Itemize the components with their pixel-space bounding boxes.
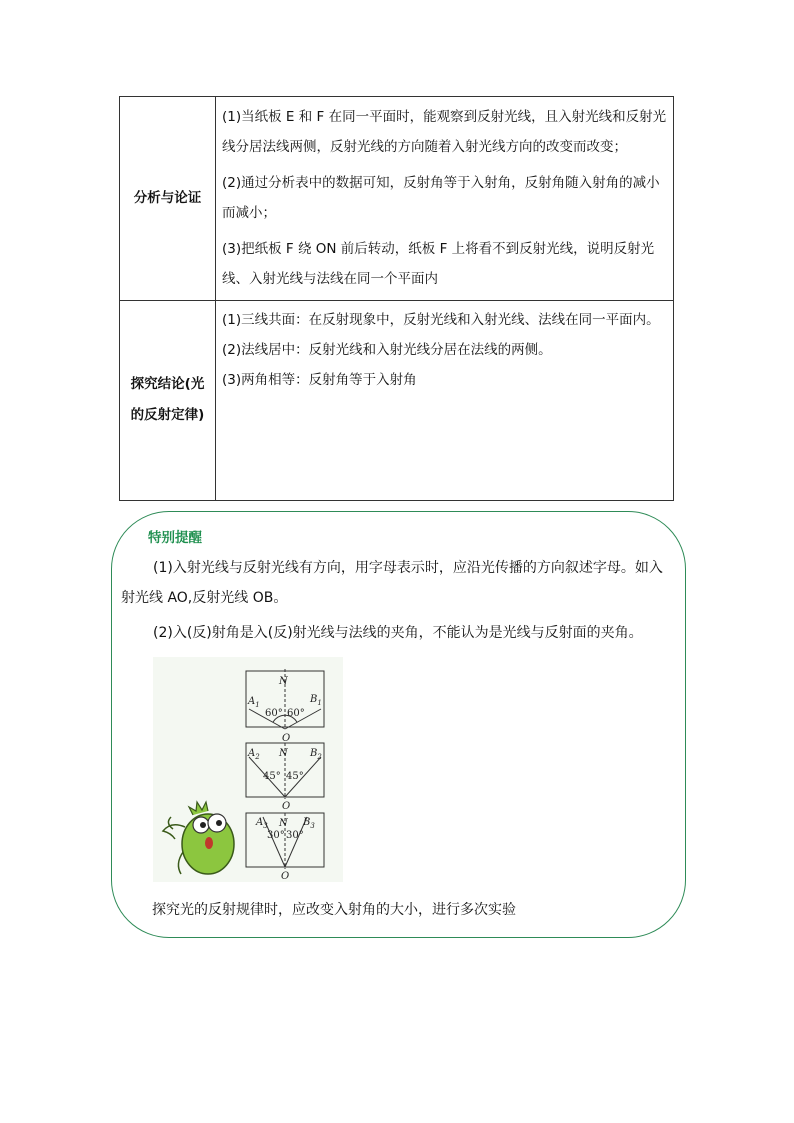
svg-text:O: O bbox=[282, 733, 291, 744]
table-row bbox=[120, 300, 674, 501]
note-paragraph: (2)入(反)射角是入(反)射光线与法线的夹角，不能认为是光线与反射面的夹角。 bbox=[153, 625, 643, 641]
reflection-panel-60 bbox=[246, 669, 324, 744]
row-label: 探究结论(光的反射定律) bbox=[120, 300, 216, 501]
figure-caption: 探究光的反射规律时，应改变入射角的大小，进行多次实验 bbox=[152, 902, 516, 918]
cartoon-character-icon bbox=[163, 802, 234, 874]
svg-text:30°: 30° bbox=[267, 830, 285, 841]
svg-text:B3: $B_3$ bbox=[303, 817, 315, 830]
svg-text:60°: 60° bbox=[265, 708, 283, 719]
svg-text:A3: $A_3$ bbox=[256, 817, 268, 830]
normal-label: N bbox=[279, 676, 288, 687]
analysis-paragraph: (1)当纸板 E 和 F 在同一平面时，能观察到反射光线，且入射光线和反射光线分居法线两侧，反射光线的方向随着入射光线方向的改变而改变； bbox=[222, 109, 667, 156]
analysis-paragraph: (2)通过分析表中的数据可知，反射角等于入射角，反射角随入射角的减小而减小； bbox=[222, 175, 660, 222]
row-label: 分析与论证 bbox=[120, 97, 216, 301]
analysis-paragraph: (3)把纸板 F 绕 ON 前后转动，纸板 F 上将看不到反射光线，说明反射光线、入射光线与法线在同一个平面内 bbox=[222, 241, 655, 288]
reflection-figure bbox=[153, 657, 343, 882]
svg-text:N: N bbox=[279, 748, 288, 759]
svg-text:O: O bbox=[282, 801, 291, 812]
svg-text:45°: 45° bbox=[263, 771, 281, 782]
conclusion-paragraph: (2)法线居中：反射光线和入射光线分居在法线的两侧。 bbox=[222, 341, 552, 358]
svg-text:45°: 45° bbox=[286, 771, 304, 782]
reflection-panel-30 bbox=[246, 813, 324, 882]
table-row bbox=[120, 97, 674, 301]
svg-text:B2: $B_2$ bbox=[310, 748, 322, 761]
row-content bbox=[216, 97, 674, 301]
reflection-panel-45 bbox=[246, 743, 324, 812]
experiment-table bbox=[119, 96, 674, 501]
conclusion-paragraph: (3)两角相等：反射角等于入射角 bbox=[222, 371, 417, 388]
svg-text:A1: $A_1$ bbox=[248, 696, 260, 709]
note-paragraph: (1)入射光线与反射光线有方向，用字母表示时，应沿光传播的方向叙述字母。如入射光线 AO,反射光线 OB。 bbox=[121, 560, 663, 606]
svg-text:O: O bbox=[281, 871, 290, 882]
svg-text:A2: $A_2$ bbox=[248, 748, 260, 761]
svg-text:30°: 30° bbox=[286, 830, 304, 841]
svg-text:B1: $B_1$ bbox=[310, 694, 322, 707]
svg-text:N: N bbox=[279, 818, 288, 829]
note-title: 特别提醒 bbox=[148, 530, 202, 546]
conclusion-paragraph: (1)三线共面：在反射现象中，反射光线和入射光线、法线在同一平面内。 bbox=[222, 311, 660, 328]
row-content bbox=[216, 300, 674, 501]
svg-text:60°: 60° bbox=[287, 708, 305, 719]
